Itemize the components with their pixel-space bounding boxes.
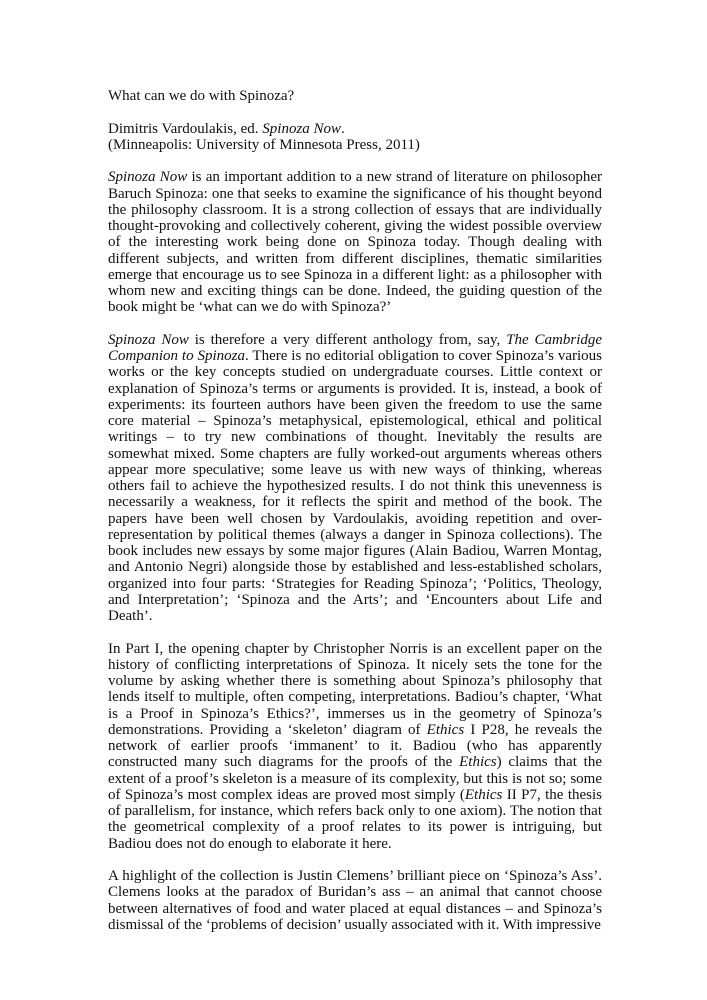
body-paragraph (108, 868, 602, 933)
citation-author-suffix: . (341, 120, 345, 137)
citation-author-line (108, 121, 602, 137)
body-paragraph (108, 641, 602, 852)
citation-book-title: Spinoza Now (262, 120, 342, 137)
citation-publisher: (Minneapolis: University of Minnesota Press, 2011) (108, 136, 420, 153)
italic-text-segment: Spinoza Now (108, 169, 188, 186)
document-page (108, 88, 602, 933)
text-segment: is therefore a very different anthology from, say, (188, 331, 507, 348)
document-title: What can we do with Spinoza? (108, 88, 295, 104)
italic-text-segment: Ethics (464, 786, 503, 803)
text-segment: . There is no editorial obligation to cover Spinoza’s various works or the key concepts studied on undergraduate courses. Little context or explanation of Spinoza’s terms or arguments is provided. It is, instead, a book of experiments: its fourteen authors have been given the freedom to use the same core material – Spinoza’s metaphysical, epistemological, ethical and political writings – to try new combinations of thought. Inevitably the results are somewhat mixed. Some chapters are fully worked-out arguments whereas others appear more speculative; some leave us with new ways of thinking, whereas others fail to achieve the hypothesized results. I do not think this unevenness is necessarily a weakness, for it reflects the spirit and method of the book. The papers have been well chosen by Vardoulakis, avoiding repetition and over-representation by political themes (always a danger in Spinoza collections). The book includes new essays by some major figures (Alain Badiou, Warren Montag, and Antonio Negri) alongside those by established and less-established scholars, organized into four parts: ‘Strategies for Reading Spinoza’; ‘Politics, Theology, and Interpretation’; ‘Spinoza and the Arts’; and ‘Encounters about Life and Death’. (108, 348, 602, 624)
italic-text-segment: Spinoza Now (108, 331, 189, 348)
italic-text-segment: Ethics (426, 721, 465, 738)
citation-author: Dimitris Vardoulakis, ed. (108, 120, 263, 137)
text-segment: A highlight of the collection is Justin Clemens’ brilliant piece on ‘Spinoza’s Ass’. Clemens looks at the paradox of Buridan’s ass – an animal that cannot choose between alternatives of food and water placed at equal distances – and Spinoza’s dismissal of the ‘problems of decision’ usually associated with it. With impressive (108, 868, 602, 933)
text-segment: II P7, the thesis of parallelism, for instance, which refers back only to one axiom). The notion that the geometrical complexity of a proof relates to its power is intriguing, but Badiou does not do enough to elaborate it here. (108, 786, 602, 852)
text-segment: is an important addition to a new strand of literature on philosopher Baruch Spinoza: one that seeks to examine the significance of his thought beyond the philosophy classroom. It is a strong collection of essays that are individually thought-provoking and collectively coherent, giving the widest possible overview of the interesting work being done on Spinoza today. Though dealing with different subjects, and written from different disciplines, thematic similarities emerge that encourage us to see Spinoza in a different light: as a philosopher with whom new and exciting things can be done. Indeed, the guiding question of the book might be ‘what can we do with Spinoza?’ (108, 169, 603, 316)
italic-text-segment: Ethics (459, 754, 497, 771)
text-segment: ) claims that the extent of a proof’s skeleton is a measure of its complexity, but this is not so; some of Spinoza’s most complex ideas are proved most simply ( (108, 754, 602, 803)
text-segment: I P28, he reveals the network of earlier proofs ‘immanent’ to it. Badiou (who has apparently constructed many such diagrams for the proofs of the (108, 721, 602, 771)
text-segment: In Part I, the opening chapter by Christopher Norris is an excellent paper on the history of conflicting interpretations of Spinoza. It nicely sets the tone for the volume by asking whether there is something about Spinoza’s philosophy that lends itself to multiple, often competing, interpretations. Badiou’s chapter, ‘What is a Proof in Spinoza’s Ethics?’, immerses us in the geometry of Spinoza’s demonstrations. Providing a ‘skeleton’ diagram of (108, 640, 602, 738)
body-paragraph (108, 169, 602, 315)
book-citation (108, 121, 602, 154)
body-paragraph (108, 332, 602, 625)
italic-text-segment: The Cambridge Companion to Spinoza (108, 331, 603, 364)
